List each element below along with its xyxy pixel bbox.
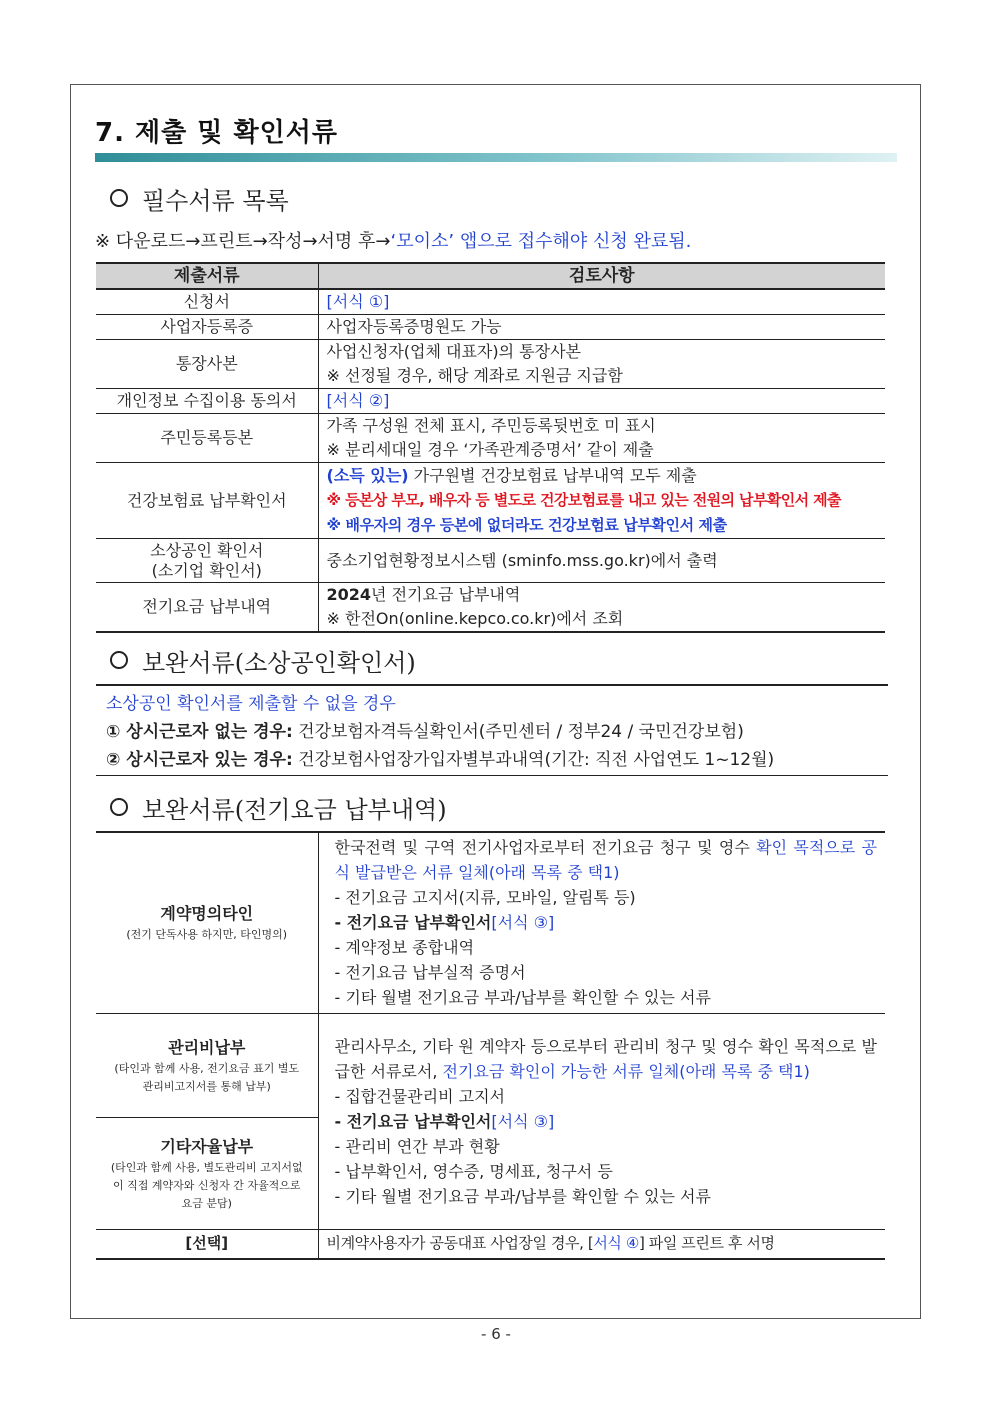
table-row: 관리비납부 (타인과 함께 사용, 전기요금 표기 별도 관리비고지서를 통해 납부) 관리사무소, 기타 원 계약자 등으로부터 관리비 청구 및 영수 확인 목적으로 발급한 서류로서, 전기요금 확인이 가능한 서류 일체(아래 목록 중 택1) - 집합건물관리비 고지서 - 전기요금 납부확인서[서식 ③] - 관리비 연간 부과 현황 - 납부확인서, 영수증, 명세표, 청구서 등 - 기타 월별 전기요금 부과/납부를 확인할 수 있는 서류 xyxy=(96,1013,885,1117)
circle-bullet-icon xyxy=(110,189,128,207)
col-header-doc: 제출서류 xyxy=(96,263,318,289)
table-row: 신청서 [서식 ①] xyxy=(96,289,885,315)
section-supplement-electricity: 보완서류(전기요금 납부내역) xyxy=(110,790,447,825)
page-number: - 6 - xyxy=(481,1325,511,1343)
section-required-docs: 필수서류 목록 xyxy=(110,181,289,216)
supplement-smallbiz-box: 소상공인 확인서를 제출할 수 없을 경우 ① 상시근로자 없는 경우: 건강보험자격득실확인서(주민센터 / 정부24 / 국민건강보험) ② 상시근로자 있는 경우: 건강보험사업장가입자별부과내역(기간: 직전 사업연도 1~12월) xyxy=(96,684,888,776)
table-row: 주민등록등본 가족 구성원 전체 표시, 주민등록뒷번호 미 표시 ※ 분리세대일 경우 ‘가족관계증명서’ 같이 제출 xyxy=(96,414,885,463)
table-row: 기타자율납부 (타인과 함께 사용, 별도관리비 고지서없이 직접 계약자와 신청자 간 자율적으로 요금 분담) xyxy=(96,1117,885,1229)
table-row: 건강보험료 납부확인서 (소득 있는) 가구원별 건강보험료 납부내역 모두 제출 ※ 등본상 부모, 배우자 등 별도로 건강보험료를 내고 있는 전원의 납부확인서 제출 ※ 배우자의 경우 등본에 없더라도 건강보험료 납부확인서 제출 xyxy=(96,463,885,539)
table-header-row xyxy=(96,263,885,289)
table-row: 개인정보 수집이용 동의서 [서식 ②] xyxy=(96,389,885,414)
table-row: 계약명의타인 (전기 단독사용 하지만, 타인명의) 한국전력 및 구역 전기사업자로부터 전기요금 청구 및 영수 확인 목적으로 공식 발급받은 서류 일체(아래 목록 중 택1) - 전기요금 고지서(지류, 모바일, 알림톡 등) - 전기요금 납부확인서[서식 ③] - 계약정보 종합내역 - 전기요금 납부실적 증명서 - 기타 월별 전기요금 부과/납부를 확인할 수 있는 서류 xyxy=(96,832,885,1013)
section-supplement-smallbiz: 보완서류(소상공인확인서) xyxy=(110,643,416,678)
page-title: 7. 제출 및 확인서류 xyxy=(95,118,338,148)
col-header-review: 검토사항 xyxy=(318,263,885,289)
circle-bullet-icon xyxy=(110,651,128,669)
list-item: ② 상시근로자 있는 경우: 건강보험사업장가입자별부과내역(기간: 직전 사업연도 1~12월) xyxy=(106,750,775,770)
electricity-docs-table xyxy=(96,831,885,1260)
table-row: [선택] 비계약사용자가 공동대표 사업장일 경우, [서식 ④] 파일 프린트 후 서명 xyxy=(96,1229,885,1259)
table-row: 소상공인 확인서 (소기업 확인서) 중소기업현황정보시스템 (sminfo.mss.go.kr)에서 출력 xyxy=(96,539,885,583)
required-docs-table xyxy=(96,262,885,633)
table-row: 통장사본 사업신청자(업체 대표자)의 통장사본 ※ 선정될 경우, 해당 계좌로 지원금 지급함 xyxy=(96,340,885,389)
circle-bullet-icon xyxy=(110,798,128,816)
list-item: ① 상시근로자 없는 경우: 건강보험자격득실확인서(주민센터 / 정부24 / 국민건강보험) xyxy=(106,722,744,742)
submission-note: ※ 다운로드→프린트→작성→서명 후→‘모이소’ 앱으로 접수해야 신청 완료됨. xyxy=(95,231,692,252)
table-row: 전기요금 납부내역 2024년 전기요금 납부내역 ※ 한전On(online.kepco.co.kr)에서 조회 xyxy=(96,583,885,633)
table-row: 사업자등록증 사업자등록증명원도 가능 xyxy=(96,315,885,340)
title-underline xyxy=(95,153,897,162)
